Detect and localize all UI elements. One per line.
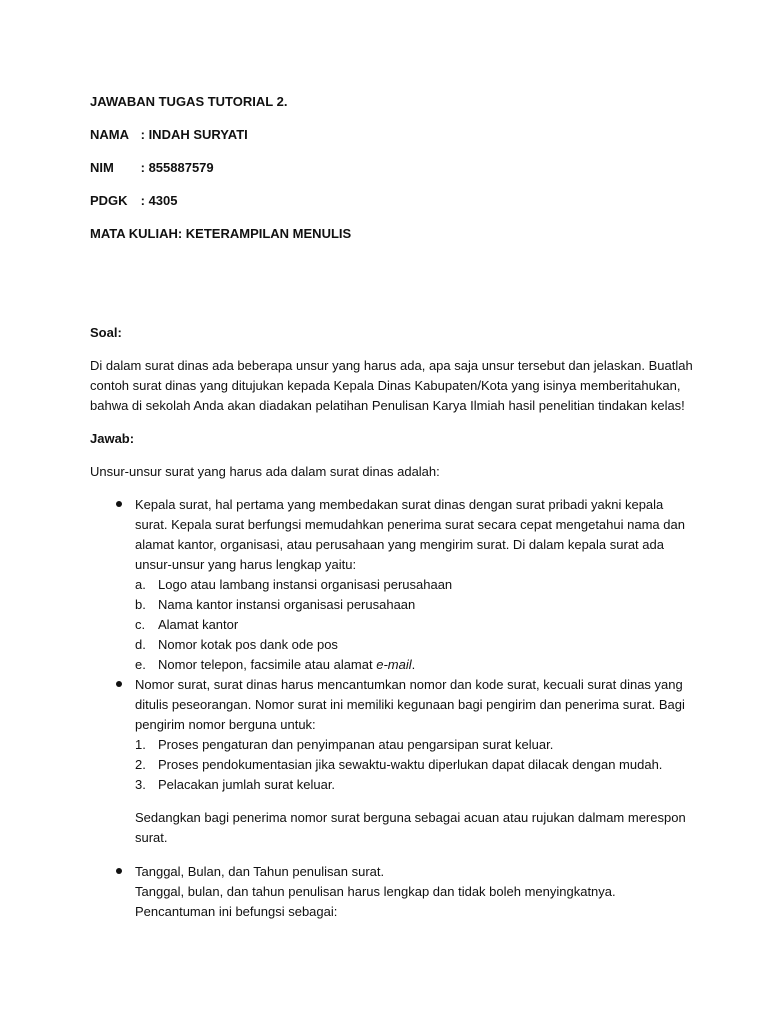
list-marker: 1. [135,737,146,752]
bullet2-note: surat. [135,830,168,845]
bullet-dot [116,501,122,507]
document-title: JAWABAN TUGAS TUTORIAL 2. [90,94,288,109]
nim-value: : 855887579 [140,160,214,175]
email-italic: e-mail [376,657,412,672]
bullet2-line: ditulis peseorangan. Nomor surat ini memiliki kegunaan bagi pengirim dan penerima surat. Bagi [135,697,685,712]
list-item [135,655,415,675]
bullet1-line: Kepala surat, hal pertama yang membedakan surat dinas dengan surat pribadi yakni kepala [135,497,664,512]
soal-heading: Soal: [90,325,122,340]
soal-line: contoh surat dinas yang ditujukan kepada Kepala Dinas Kabupaten/Kota yang isinya memberitahukan, [90,378,681,393]
bullet3-line: Pencantuman ini befungsi sebagai: [135,904,338,919]
pdgk-value: : 4305 [140,193,178,208]
list-item [135,635,338,655]
list-text: Proses pendokumentasian jika sewaktu-waktu diperlukan dapat dilacak dengan mudah. [158,757,663,772]
list-marker: d. [135,637,146,652]
email-tail: . [411,657,416,672]
pdgk-label: PDGK [90,193,128,208]
bullet1-line: unsur-unsur yang harus lengkap yaitu: [135,557,357,572]
jawab-intro: Unsur-unsur surat yang harus ada dalam surat dinas adalah: [90,464,440,479]
list-text: Nomor telepon, facsimile atau alamat [158,657,377,672]
list-item [135,575,452,595]
nim-label: NIM [90,160,114,175]
list-text: Logo atau lambang instansi organisasi perusahaan [158,577,453,592]
list-marker: e. [135,657,146,672]
bullet1-line: surat. Kepala surat berfungsi memudahkan penerima surat secara cepat mengetahui nama dan [135,517,685,532]
list-text: Proses pengaturan dan penyimpanan atau pengarsipan surat keluar. [158,737,554,752]
jawab-heading: Jawab: [90,431,135,446]
bullet-dot [116,868,122,874]
list-item [135,615,238,635]
list-marker: a. [135,577,146,592]
bullet2-line: Nomor surat, surat dinas harus mencantumkan nomor dan kode surat, kecuali surat dinas yang [135,677,683,692]
soal-line: Di dalam surat dinas ada beberapa unsur yang harus ada, apa saja unsur tersebut dan jelaskan. Buatlah [90,358,693,373]
list-text: Alamat kantor [158,617,239,632]
list-text: Pelacakan jumlah surat keluar. [158,777,336,792]
list-item [135,735,553,755]
bullet3-line: Tanggal, bulan, dan tahun penulisan harus lengkap dan tidak boleh menyingkatnya. [135,884,616,899]
list-marker: 3. [135,777,146,792]
bullet2-line: pengirim nomor berguna untuk: [135,717,316,732]
list-text: Nomor kotak pos dank ode pos [158,637,338,652]
nim-row [90,158,214,178]
bullet2-note: Sedangkan bagi penerima nomor surat berguna sebagai acuan atau rujukan dalmam merespon [135,810,686,825]
list-item [135,775,335,795]
list-item [135,755,662,775]
list-marker: 2. [135,757,146,772]
bullet1-line: alamat kantor, organisasi, atau perusahaan yang mengirim surat. Di dalam kepala surat ada [135,537,664,552]
list-text: Nama kantor instansi organisasi perusahaan [158,597,416,612]
soal-line: bahwa di sekolah Anda akan diadakan pelatihan Penulisan Karya Ilmiah hasil penelitian tindakan kelas! [90,398,685,413]
list-marker: c. [135,617,146,632]
pdgk-row [90,191,178,211]
nama-label: NAMA [90,127,129,142]
nama-row [90,125,248,145]
mata-kuliah: MATA KULIAH: KETERAMPILAN MENULIS [90,226,352,241]
list-marker: b. [135,597,146,612]
list-item [135,595,415,615]
nama-value: : INDAH SURYATI [140,127,248,142]
bullet-dot [116,681,122,687]
bullet3-line: Tanggal, Bulan, dan Tahun penulisan surat. [135,864,385,879]
